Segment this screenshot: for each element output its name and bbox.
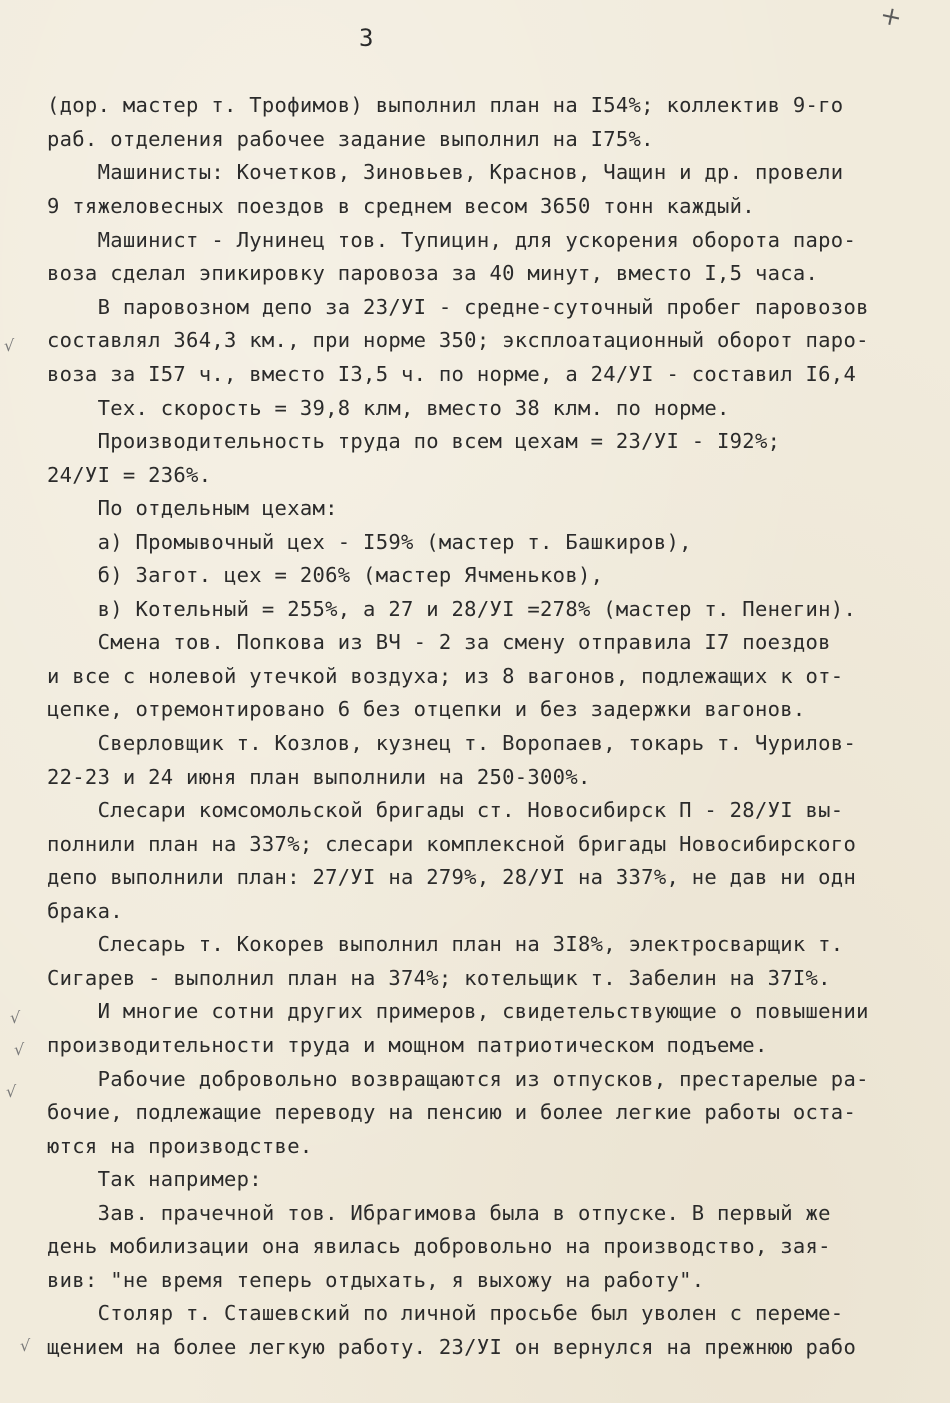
text-line: воза за I57 ч., вместо I3,5 ч. по норме, а 24/УI - составил I6,4 [47, 362, 857, 386]
text-line: В паровозном депо за 23/УI - средне-суточный пробег паровозов [47, 295, 869, 319]
margin-tick: √ [6, 1082, 17, 1101]
text-line: день мобилизации она явилась добровольно на производство, зая- [47, 1234, 831, 1258]
text-line: (дор. мастер т. Трофимов) выполнил план на I54%; коллектив 9-го [47, 93, 844, 117]
text-line: полнили план на 337%; слесари комплексной бригады Новосибирского [47, 832, 857, 856]
text-line: Производительность труда по всем цехам = 23/УI - I92%; [47, 429, 781, 453]
text-line: Слесарь т. Кокорев выполнил план на 3I8%, электросварщик т. [47, 932, 844, 956]
text-line: Рабочие добровольно возвращаются из отпусков, престарелые ра- [47, 1067, 869, 1091]
text-line: бочие, подлежащие переводу на пенсию и более легкие работы оста- [47, 1100, 857, 1124]
text-line: брака. [47, 899, 123, 923]
text-line: депо выполнили план: 27/УI на 279%, 28/УI на 337%, не дав ни одн [47, 865, 857, 889]
text-line: Слесари комсомольской бригады ст. Новосибирск П - 28/УI вы- [47, 798, 844, 822]
text-line: цепке, отремонтировано 6 без отцепки и без задержки вагонов. [47, 697, 806, 721]
text-line: б) Загот. цех = 206% (мастер Ячменьков), [47, 563, 604, 587]
text-line: По отдельным цехам: [47, 496, 338, 520]
text-line: Зав. прачечной тов. Ибрагимова была в отпуске. В первый же [47, 1201, 831, 1225]
margin-tick: √ [14, 1040, 25, 1059]
page-number: 3 [359, 24, 374, 52]
text-line: Машинист - Лунинец тов. Тупицин, для ускорения оборота паро- [47, 228, 857, 252]
text-line: производительности труда и мощном патриотическом подъеме. [47, 1033, 768, 1057]
text-line: И многие сотни других примеров, свидетельствующие о повышении [47, 999, 869, 1023]
text-line: Столяр т. Сташевский по личной просьбе был уволен с переме- [47, 1301, 844, 1325]
text-line: в) Котельный = 255%, а 27 и 28/УI =278% (мастер т. Пенегин). [47, 597, 857, 621]
corner-mark: + [877, 0, 905, 34]
text-line: составлял 364,3 км., при норме 350; эксплоатационный оборот паро- [47, 328, 869, 352]
text-line: и все с нолевой утечкой воздуха; из 8 вагонов, подлежащих к от- [47, 664, 844, 688]
text-line: раб. отделения рабочее задание выполнил на I75%. [47, 127, 654, 151]
text-line: воза сделал эпикировку паровоза за 40 минут, вместо I,5 часа. [47, 261, 819, 285]
text-line: Смена тов. Попкова из ВЧ - 2 за смену отправила I7 поездов [47, 630, 831, 654]
text-line: Тех. скорость = 39,8 клм, вместо 38 клм. по норме. [47, 396, 730, 420]
text-line: ются на производстве. [47, 1134, 313, 1158]
text-line: Машинисты: Кочетков, Зиновьев, Краснов, Чащин и др. провели [47, 160, 844, 184]
margin-tick: √ [10, 1008, 21, 1027]
text-line: а) Промывочный цех - I59% (мастер т. Башкиров), [47, 530, 692, 554]
margin-tick: √ [4, 336, 15, 355]
text-line: Так например: [47, 1167, 262, 1191]
text-line: Сверловщик т. Козлов, кузнец т. Воропаев, токарь т. Чурилов- [47, 731, 857, 755]
text-line: щением на более легкую работу. 23/УI он вернулся на прежнюю рабо [47, 1335, 857, 1359]
text-line: 22-23 и 24 июня план выполнили на 250-300%. [47, 765, 591, 789]
text-line: 9 тяжеловесных поездов в среднем весом 3650 тонн каждый. [47, 194, 755, 218]
text-line: 24/УI = 236%. [47, 463, 212, 487]
text-line: Сигарев - выполнил план на 374%; котельщик т. Забелин на 37I%. [47, 966, 831, 990]
text-line: вив: "не время теперь отдыхать, я выхожу на работу". [47, 1268, 705, 1292]
margin-tick: √ [20, 1336, 31, 1355]
